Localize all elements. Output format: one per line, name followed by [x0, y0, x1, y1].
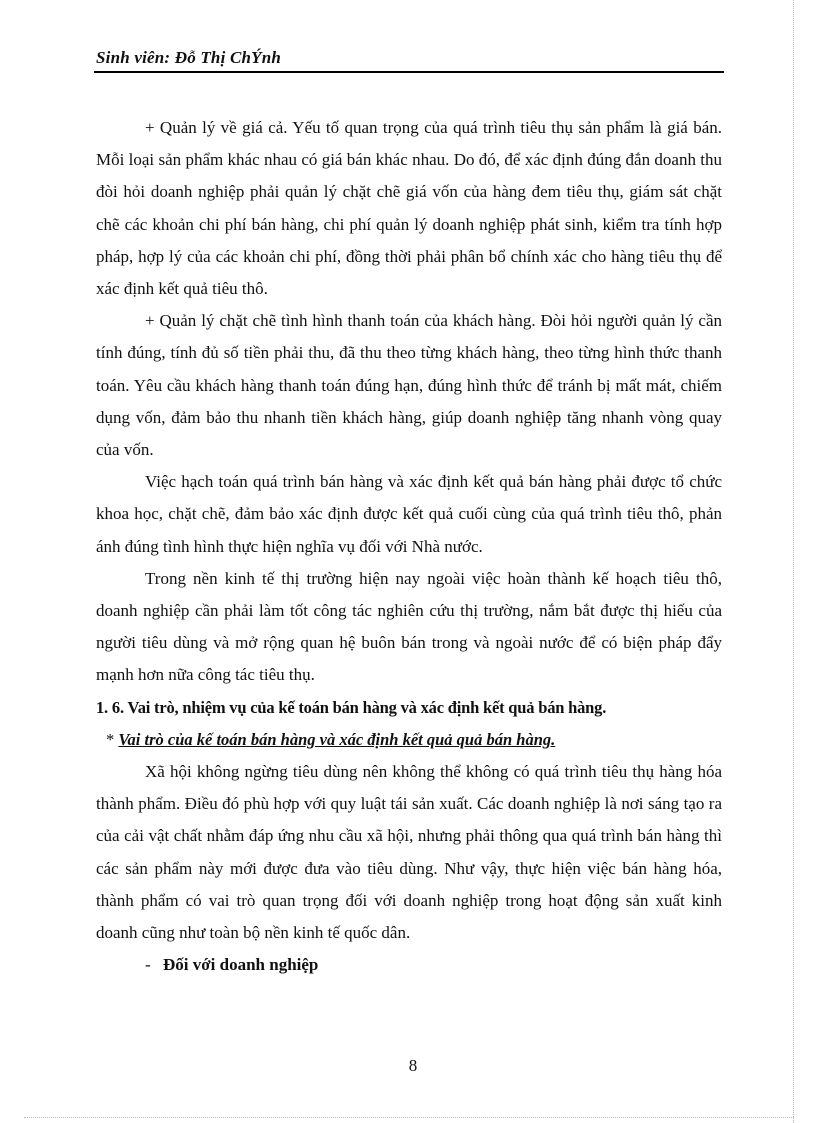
paragraph-market-economy: Trong nền kinh tế thị trường hiện nay ngoài việc hoàn thành kế hoạch tiêu thô, doanh nghiệp cần phải làm tốt công tác nghiên cứu thị trường, nắm bắt được thị hiếu của người tiêu dùng và mở rộng quan hệ buôn bán trong và ngoài nước để có biện pháp đẩy mạnh hơn nữa công tác tiêu thụ.	[96, 568, 722, 685]
page-bottom-edge	[24, 1117, 794, 1118]
section-heading: 1. 6. Vai trò, nhiệm vụ của kế toán bán hàng và xác định kết quả bán hàng.	[96, 697, 607, 717]
page-number: 8	[408, 1056, 418, 1075]
page-header: Sinh viên: Đỗ Thị ChÝnh	[96, 48, 282, 67]
document-body	[96, 112, 722, 981]
sub-heading-text: Vai trò của kế toán bán hàng và xác định kết quả quả bán hàng.	[118, 729, 556, 749]
paragraph-role-of-sales: Xã hội không ngừng tiêu dùng nên không thể không có quá trình tiêu thụ hàng hóa thành phẩm. Điều đó phù hợp với quy luật tái sản xuất. Các doanh nghiệp là nơi sáng tạo ra của cải vật chất nhằm đáp ứng nhu cầu xã hội, nhưng phải thông qua quá trình bán hàng thì các sản phẩm này mới được đưa vào tiêu dùng. Như vậy, thực hiện việc bán hàng hóa, thành phẩm có vai trò quan trọng đối với doanh nghiệp trong hoạt động sản xuất kinh doanh cũng như toàn bộ nền kinh tế quốc dân.	[96, 762, 722, 943]
bullet-text: Đối với doanh nghiệp	[163, 955, 319, 975]
bullet-dash: -	[145, 955, 151, 975]
bullet-item	[96, 949, 722, 981]
paragraph-accounting-organization: Việc hạch toán quá trình bán hàng và xác định kết quả bán hàng phải được tổ chức khoa học, chặt chẽ, đảm bảo xác định được kết quả cuối cùng của quá trình tiêu thô, phản ánh đúng tình hình thực hiện nghĩa vụ đối với Nhà nước.	[96, 472, 722, 556]
sub-heading	[96, 724, 722, 756]
paragraph-price-management: + Quản lý về giá cả. Yếu tố quan trọng của quá trình tiêu thụ sản phẩm là giá bán. Mỗi loại sản phẩm khác nhau có giá bán khác nhau. Do đó, để xác định đúng đắn doanh thu đòi hỏi doanh nghiệp phải quản lý chặt chẽ giá vốn của hàng đem tiêu thụ, giám sát chặt chẽ các khoản chi phí bán hàng, chi phí quản lý doanh nghiệp phát sinh, kiểm tra tính hợp pháp, hợp lý của các khoản chi phí, đồng thời phải phân bổ chính xác cho hàng tiêu thụ để xác định kết quả tiêu thô.	[96, 118, 722, 299]
paragraph-payment-management: + Quản lý chặt chẽ tình hình thanh toán của khách hàng. Đòi hỏi người quản lý cần tính đúng, tính đủ số tiền phải thu, đã thu theo từng khách hàng, theo từng hình thức thanh toán. Yêu cầu khách hàng thanh toán đúng hạn, đúng hình thức để tránh bị mất mát, chiếm dụng vốn, đảm bảo thu nhanh tiền khách hàng, giúp doanh nghiệp tăng nhanh vòng quay của vốn.	[96, 311, 722, 460]
header-divider	[94, 71, 724, 73]
sub-heading-marker: *	[106, 729, 115, 749]
page-right-edge	[793, 0, 794, 1123]
